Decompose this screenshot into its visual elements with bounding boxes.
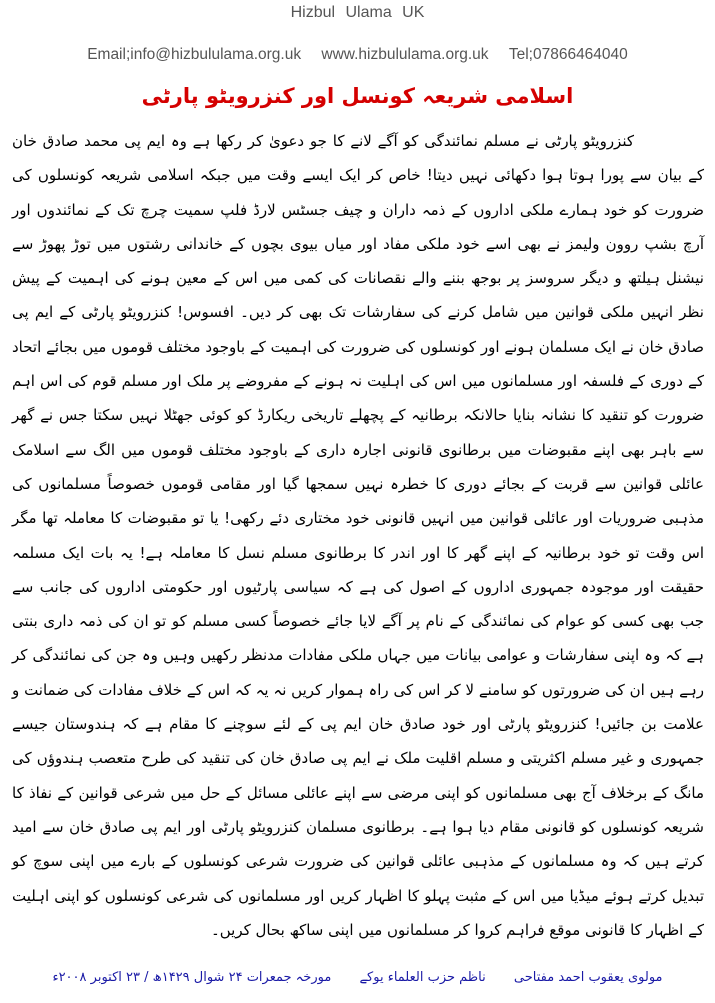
article-body [12,124,704,947]
signature-line [0,970,715,985]
article-paragraph: کنزرویٹو پارٹی نے مسلم نمائندگی کو آگے لانے کا جو دعویٰ کر رکھا ہے وہ ایم پی محمد صادق خان کے بیان سے پورا ہوتا ہوا دکھائی نہیں دیتا! خاص کر ایک ایسے وقت میں جبکہ اسلامی شریعہ کونسلوں کی ضرورت کو خود ہمارے ملکی اداروں کے ذمہ داران و چیف جسٹس لارڈ فلپ سمیت چرچ تک کے نمائندوں اور آرچ بشپ روون ولیمز نے بھی اسے خود ملکی مفاد اور میاں بیوی بچوں کے خاندانی رشتوں میں توڑ پھوڑ سے نیشنل ہیلتھ و دیگر سروسز پر بوجھ بننے والے نقصانات کی کمی میں اس کے معین ہونے کی اہمیت کے پیش نظر انہیں ملکی قوانین میں شامل کرنے کی سفارشات تک بھی کر دیں۔ افسوس! کنزرویٹو پارٹی کے ایم پی صادق خان نے ایک مسلمان ہونے اور کونسلوں کی ضرورت کی اہمیت کے باوجود مختلف قوموں میں بجائے اتحاد کے دوری کے فلسفہ اور مسلمانوں میں اس کی اہلیت نہ ہونے کے مفروضے پر ملک اور مسلم قوم کی اس اہم ضرورت کو تنقید کا نشانہ بنایا حالانکہ برطانیہ کے پچھلے تاریخی ریکارڈ کو کوئی جھٹلا نہیں سکتا جس نے گھر سے باہر بھی اپنے مقبوضات میں برطانوی قانونی اجارہ داری کے باوجود مختلف قوموں میں الگ سے اسلامک عائلی قوانین سے قربت کے بجائے دوری کا خطرہ نہیں سمجھا گیا اور مقامی قوموں خصوصاً مسلمانوں کی مذہبی ضروریات اور عائلی قوانین میں انہیں قانونی خود مختاری دئے رکھی! یا تو مقبوضات کا معاملہ تھا مگر اس وقت تو خود برطانیہ کے اپنے گھر کا اور اندر کا برطانوی مسلم نسل کا معاملہ ہے! یہ بات ایک مسلمہ حقیقت اور موجودہ جمہوری اداروں کے اصول کی ہے کہ سیاسی پارٹیوں اور حکومتی اداروں کی جانب سے جب بھی کسی کو عوام کی نمائندگی کے نام پر آگے لایا جائے خصوصاً کسی مسلم کو تو ان کی ذمہ داری بنتی ہے کہ وہ اپنی سفارشات و عوامی بیانات میں جہاں ملکی مفادات مدنظر رکھیں وہیں وہ جن کی نمائندگی کر رہے ہیں ان کی ضرورتوں کو سامنے لا کر اس کی راہ ہموار کریں نہ یہ کہ اس کے خلاف مفادات کی ضمانت و علامت بن جائیں! کنزرویٹو پارٹی اور خود صادق خان ایم پی کے لئے سوچنے کا مقام ہے کہ ہندوستان جیسے جمہوری و غیر مسلم اکثریتی و مسلم اقلیت ملک نے ایم پی صادق خان کی تنقید کی طرح متعصب ہندوؤں کی مانگ کے برخلاف آج بھی مسلمانوں کو اپنی مرضی سے اپنے عائلی مسائل کے حل میں شرعی قوانین کے نفاذ کا شریعہ کونسلوں کو قانونی مقام دیا ہوا ہے۔ برطانوی مسلمان کنزرویٹو پارٹی اور ایم پی صادق خان سے امید کرتے ہیں کہ وہ مسلمانوں کے مذہبی عائلی قوانین کی ضرورت شرعی کونسلوں کے بارے میں اپنی سوچ کو تبدیل کرتے ہوئے میڈیا میں اس کے مثبت پہلو کا اظہار کریں اور مسلمانوں کی شرعی کونسلوں کو اپنی اہلیت کے اظہار کا قانونی موقع فراہم کروا کر مسلمانوں میں اپنی ساکھ بحال کریں۔ [12,132,704,939]
signature-author: مولوی یعقوب احمد مفتاحی [513,970,663,985]
contact-line [0,46,715,64]
contact-email: Email;info@hizbululama.org.uk [87,46,302,63]
contact-phone: Tel;07866464040 [508,46,628,63]
signature-date: مورخہ جمعرات ۲۴ شوال ۱۴۲۹ھ / ۲۳ اکتوبر ۲۰۰۸ء [52,970,332,985]
article-title: اسلامی شریعہ کونسل اور کنزرویٹو پارٹی [141,84,574,108]
signature-position: ناظم حزب العلماء یوکے [359,970,486,985]
contact-website: www.hizbululama.org.uk [321,46,489,63]
organization-name: Hizbul Ulama UK [290,4,425,21]
